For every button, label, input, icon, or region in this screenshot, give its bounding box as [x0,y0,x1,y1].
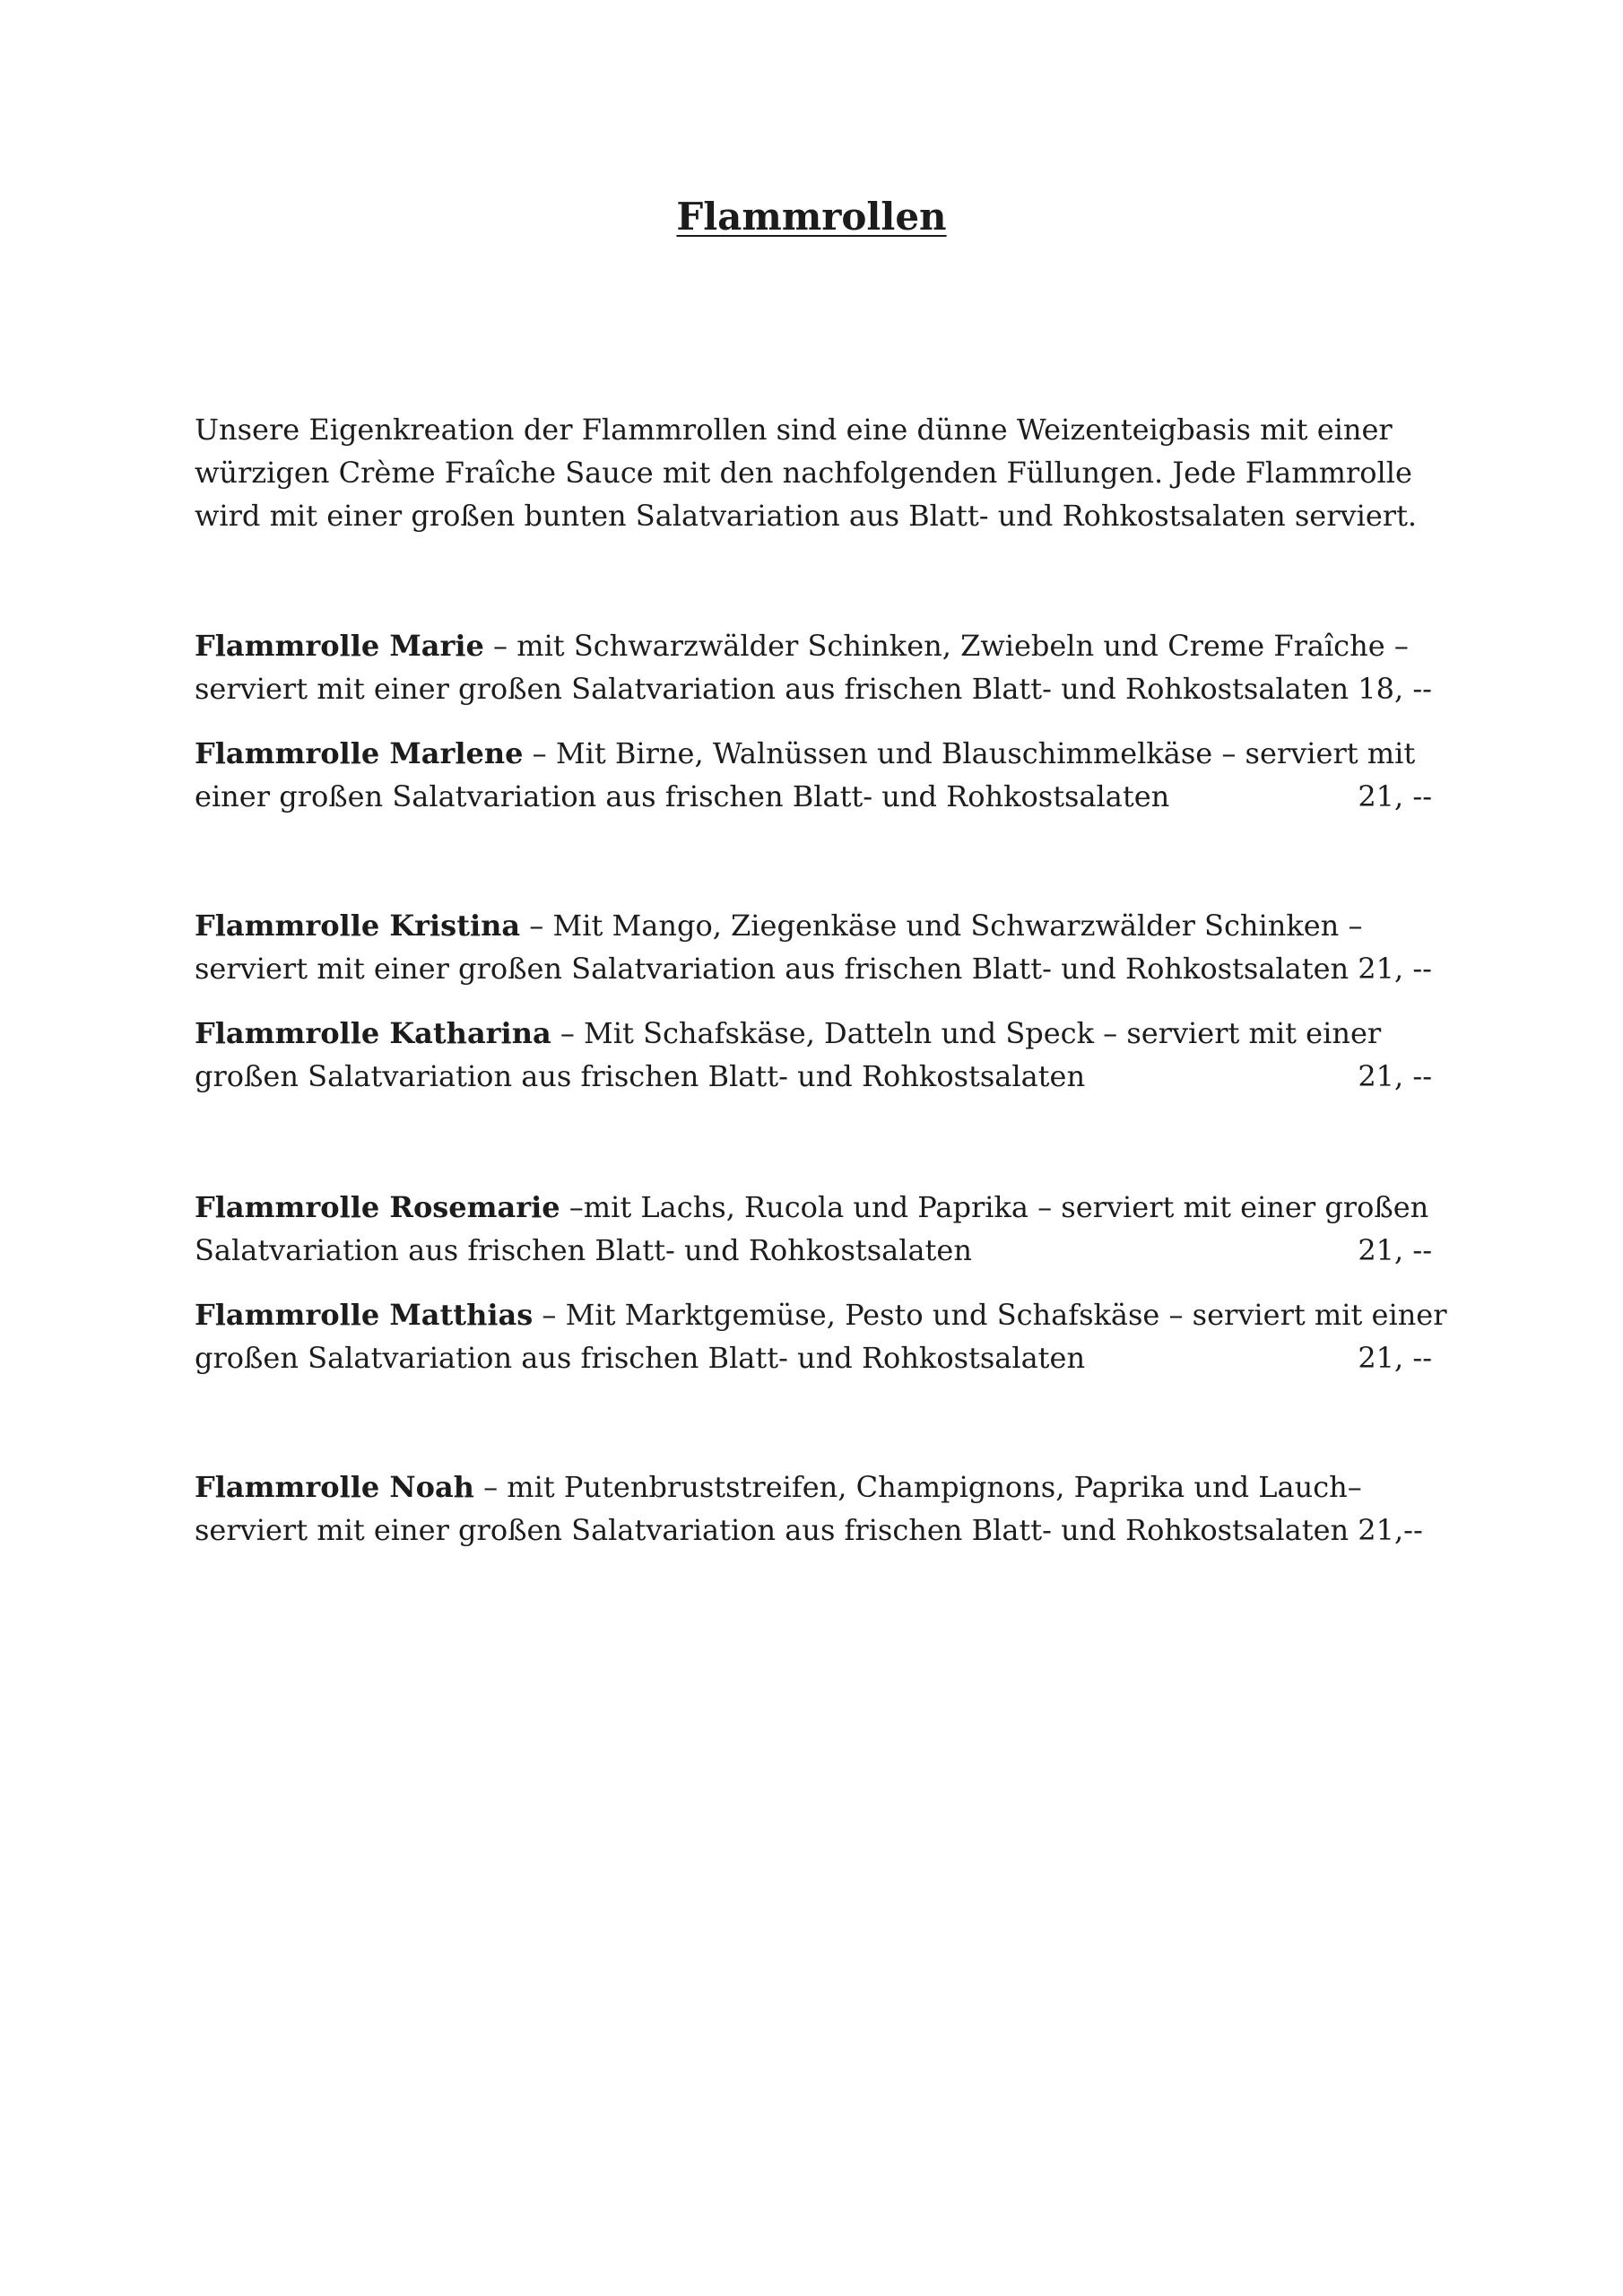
menu-item-description: – Mit Marktgemüse, Pesto und Schafskäse – serviert mit einer [533,1298,1447,1332]
menu-item-marie [195,624,1432,710]
menu-item-line [195,904,1432,947]
menu-item-line [195,947,1432,990]
menu-item-line [195,1186,1432,1229]
menu-item-name: Flammrolle Matthias [195,1298,534,1332]
menu-item-name: Flammrolle Marie [195,629,484,663]
menu-item-description: – Mit Birne, Walnüssen und Blauschimmelkäse – serviert mit [523,736,1416,770]
menu-item-description: – Mit Schafskäse, Datteln und Speck – serviert mit einer [551,1016,1382,1050]
menu-item-line [195,1336,1432,1379]
page-title: Flammrollen [676,195,947,239]
menu-item-description: – mit Schwarzwälder Schinken, Zwiebeln und Creme Fraîche – [483,629,1409,663]
intro-line: würzigen Crème Fraîche Sauce mit den nachfolgenden Füllungen. Jede Flammrolle [195,456,1412,490]
menu-item-price: 21, -- [1358,779,1432,813]
menu-item-description: serviert mit einer großen Salatvariation aus frischen Blatt- und Rohkostsalaten [195,1513,1350,1547]
menu-item-rosemarie [195,1186,1432,1272]
menu-item-marlene [195,732,1432,818]
menu-item-name: Flammrolle Kristina [195,909,521,943]
menu-item-description: großen Salatvariation aus frischen Blatt- und Rohkostsalaten [195,1059,1086,1093]
menu-item-line [195,1229,1432,1272]
intro-line: wird mit einer großen bunten Salatvariation aus Blatt- und Rohkostsalaten serviert. [195,499,1418,533]
menu-item-description: einer großen Salatvariation aus frischen Blatt- und Rohkostsalaten [195,779,1170,813]
menu-item-price: 21, -- [1358,1059,1432,1093]
menu-item-description: –mit Lachs, Rucola und Paprika – serviert mit einer großen [560,1190,1429,1224]
menu-item-description: – mit Putenbruststreifen, Champignons, Paprika und Lauch– [473,1470,1362,1504]
menu-item-line [195,1055,1432,1098]
menu-item-line [195,775,1432,818]
menu-item-description: großen Salatvariation aus frischen Blatt- und Rohkostsalaten [195,1341,1086,1375]
menu-item-name: Flammrolle Rosemarie [195,1190,560,1224]
menu-item-line [195,624,1432,667]
menu-item-price: 21,-- [1358,1513,1423,1547]
menu-item-description: serviert mit einer großen Salatvariation aus frischen Blatt- und Rohkostsalaten [195,952,1350,986]
menu-item-description: – Mit Mango, Ziegenkäse und Schwarzwälder Schinken – [520,909,1363,943]
menu-item-katharina [195,1012,1432,1098]
menu-item-line [195,1012,1432,1055]
menu-item-price: 18, -- [1358,672,1432,706]
menu-item-name: Flammrolle Katharina [195,1016,551,1050]
menu-item-line [195,1293,1447,1336]
intro-line: Unsere Eigenkreation der Flammrollen sind eine dünne Weizenteigbasis mit einer [195,413,1393,447]
menu-item-line [195,1465,1432,1509]
menu-item-name: Flammrolle Marlene [195,736,524,770]
menu-item-price: 21, -- [1358,952,1432,986]
intro-paragraph [195,408,1432,537]
menu-item-line [195,667,1432,710]
menu-item-price: 21, -- [1358,1341,1432,1375]
menu-item-description: Salatvariation aus frischen Blatt- und Rohkostsalaten [195,1233,972,1267]
menu-item-line [195,1509,1432,1552]
menu-item-noah [195,1465,1432,1552]
menu-item-name: Flammrolle Noah [195,1470,474,1504]
menu-item-line [195,732,1432,775]
menu-item-matthias [195,1293,1447,1379]
menu-item-description: serviert mit einer großen Salatvariation aus frischen Blatt- und Rohkostsalaten [195,672,1350,706]
menu-item-price: 21, -- [1358,1233,1432,1267]
menu-item-kristina [195,904,1432,990]
